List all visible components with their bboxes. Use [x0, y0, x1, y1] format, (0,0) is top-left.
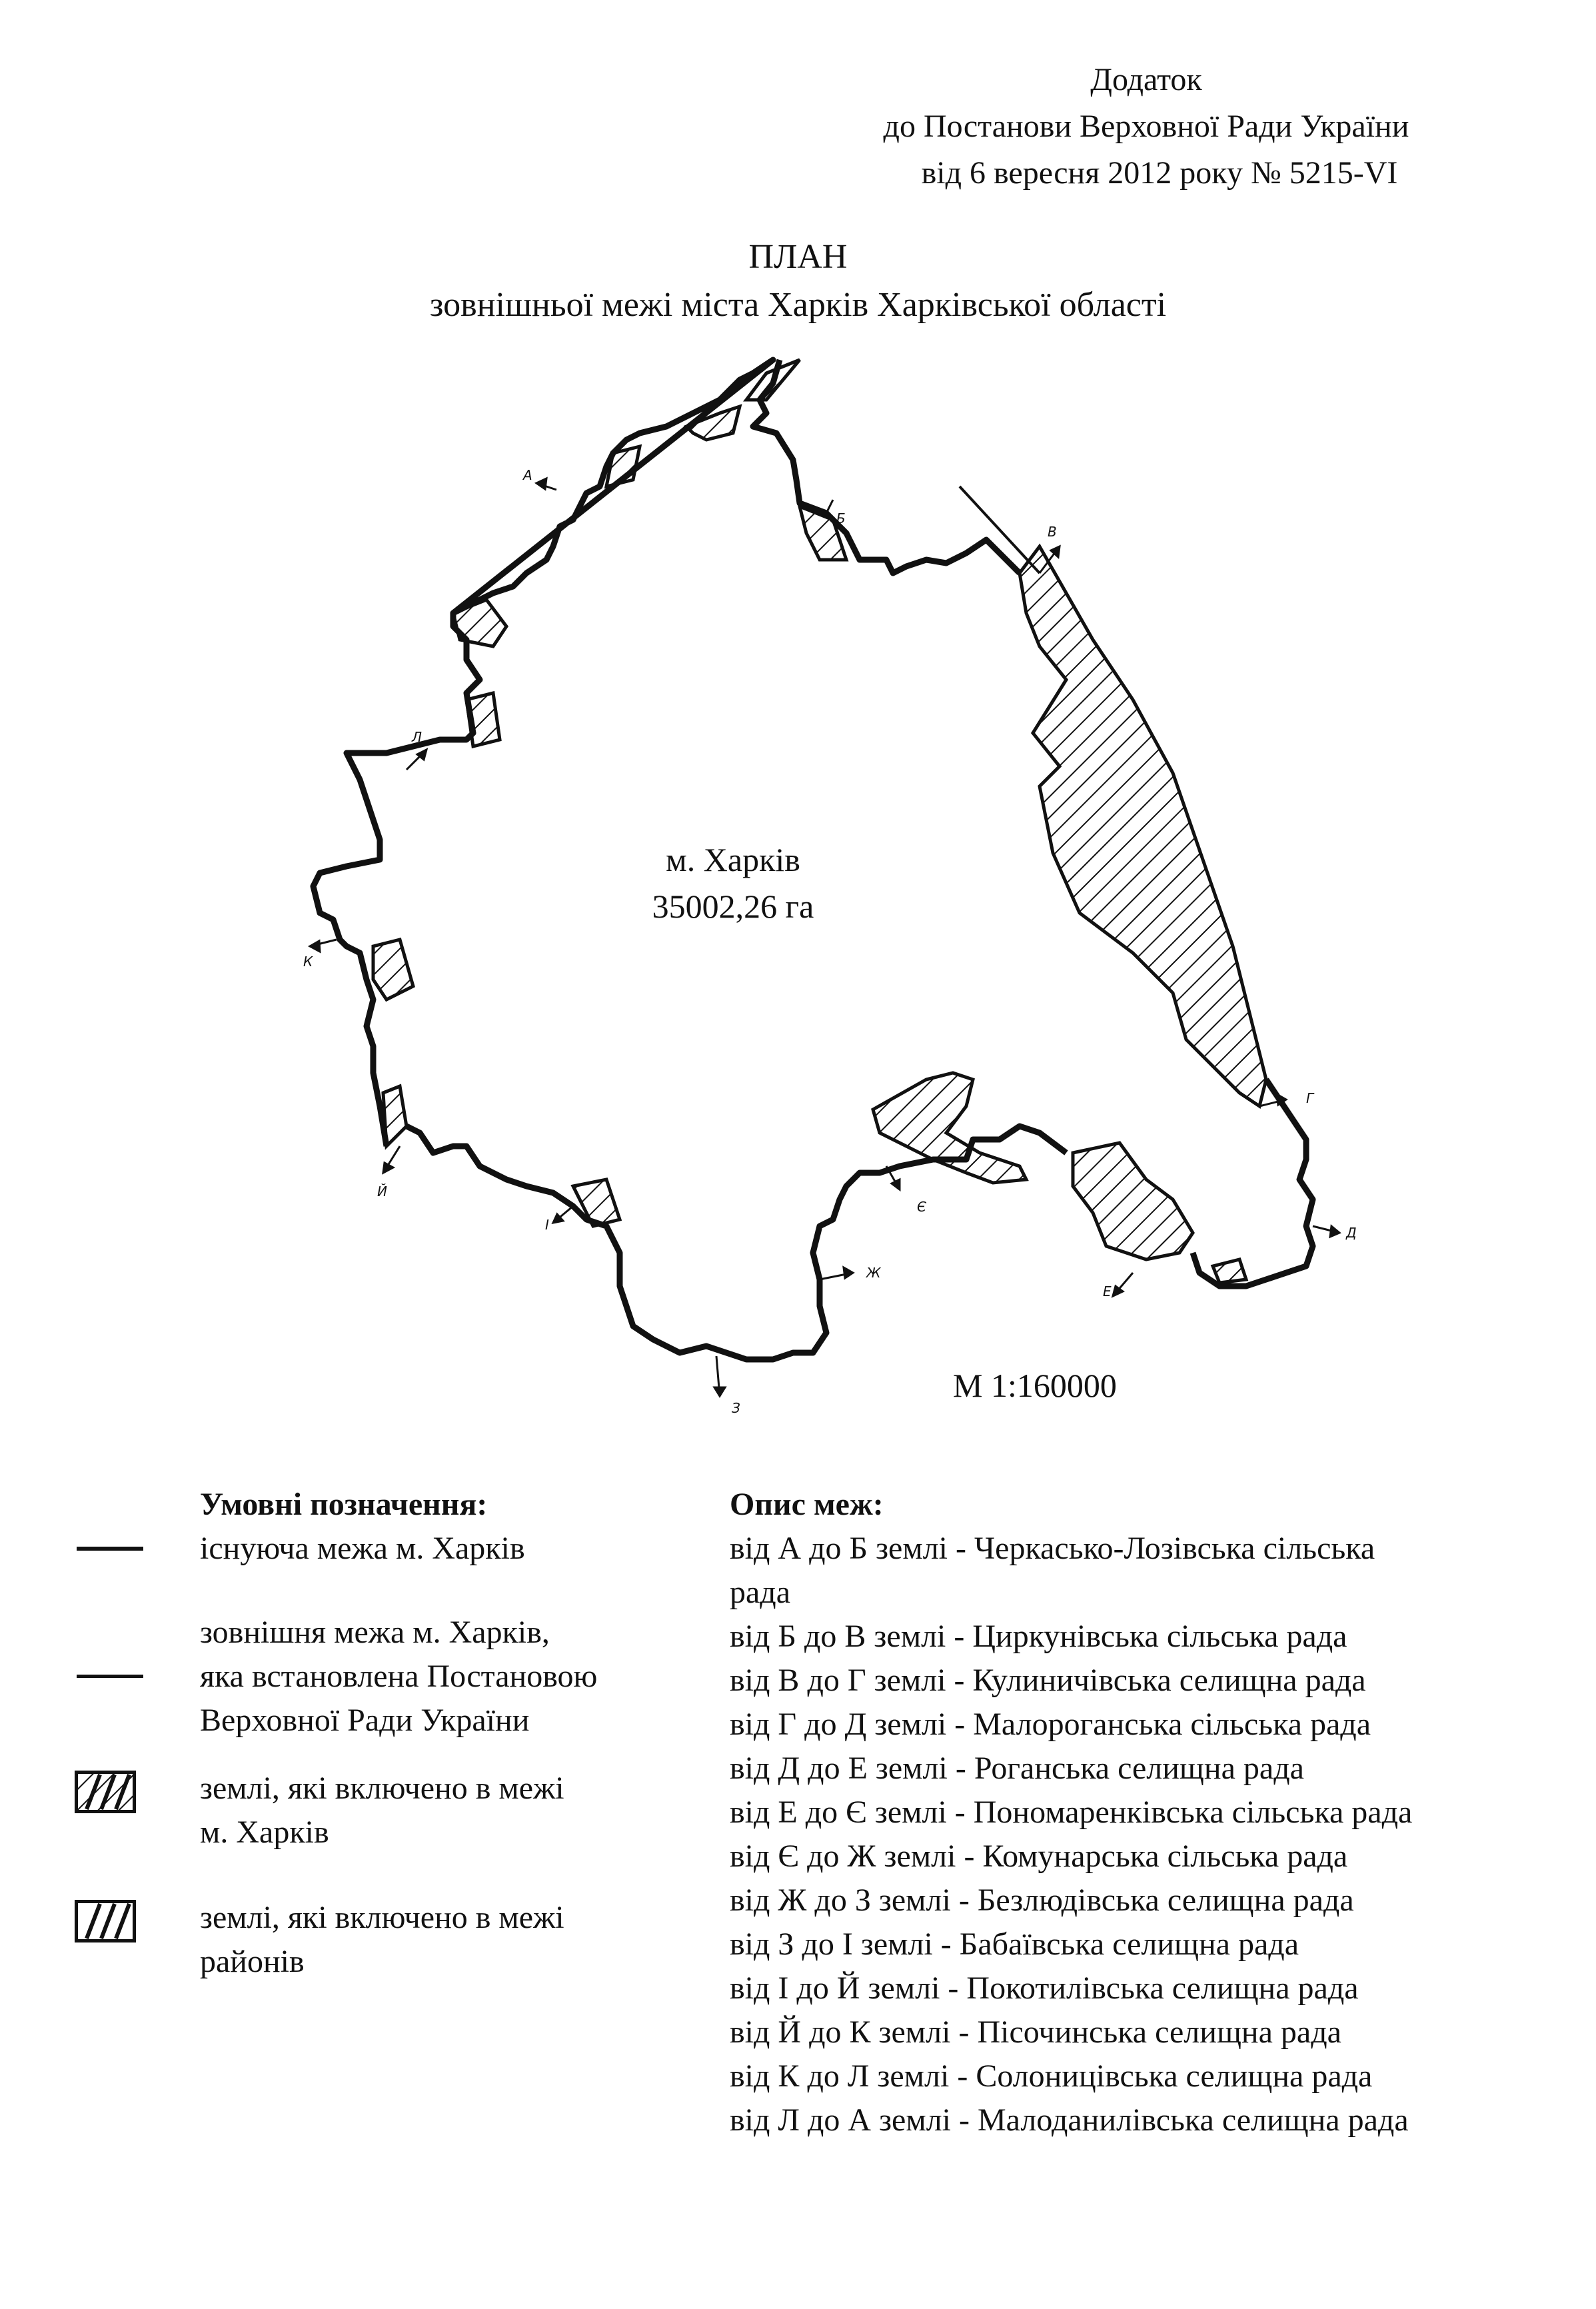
marker-letter-ye: Є	[917, 1199, 926, 1215]
legend-item-label: землі, які включено в межі	[200, 1900, 564, 1935]
plan-title: ПЛАН	[748, 238, 848, 276]
marker-letter-zh: Ж	[866, 1265, 881, 1281]
description-item: від Е до Є землі - Пономаренківська сільська рада	[730, 1795, 1413, 1830]
description-item: від Б до В землі - Циркунівська сільська рада	[730, 1619, 1347, 1654]
marker-letter-v: В	[1048, 524, 1057, 540]
legend	[67, 1483, 666, 1984]
description-item: від К до Л землі - Солоницівська селищна рада	[730, 2058, 1373, 2094]
hatch-swatch-icon	[75, 1771, 136, 1813]
description-item: від Й до К землі - Пісочинська селищна рада	[730, 2014, 1341, 2050]
marker-letter-i: І	[545, 1217, 549, 1233]
marker-letter-b: Б	[836, 510, 846, 526]
legend-item-label: м. Харків	[200, 1815, 329, 1850]
legend-item-district-lands	[67, 1896, 666, 1984]
description-item: від Л до А землі - Малоданилівська селищна рада	[730, 2102, 1409, 2138]
description-item: від Г до Д землі - Малороганська сільська рада	[730, 1707, 1371, 1742]
marker-letter-h: Г	[1306, 1090, 1314, 1106]
legend-title: Умовні позначення:	[200, 1487, 488, 1522]
legend-item-label: існуюча межа м. Харків	[200, 1531, 525, 1566]
boundary-description	[730, 1483, 1583, 2142]
marker-letter-a: А	[523, 467, 532, 483]
legend-item-label: зовнішня межа м. Харків,	[200, 1615, 550, 1650]
description-item: від Ж до З землі - Безлюдівська селищна рада	[730, 1883, 1354, 1918]
city-name: м. Харків	[666, 841, 800, 878]
marker-letter-k: К	[303, 954, 313, 970]
annexed-area-south-east	[1073, 1143, 1193, 1259]
description-item: від З до І землі - Бабаївська селищна рада	[730, 1926, 1299, 1962]
marker-letter-z: З	[732, 1400, 740, 1416]
marker-letter-l: Л	[412, 729, 422, 745]
plan-subtitle: зовнішньої межі міста Харків Харківської області	[429, 286, 1167, 324]
city-label	[633, 836, 833, 930]
legend-item-city-lands	[67, 1767, 666, 1855]
header-resolution: до Постанови Верховної Ради України	[883, 109, 1409, 144]
marker-letter-d: Д	[1346, 1225, 1357, 1241]
legend-item-established-boundary	[67, 1611, 666, 1743]
annexed-area-west-2	[373, 940, 413, 1000]
city-area: 35002,26 га	[652, 888, 814, 925]
annexed-area-east	[1020, 546, 1266, 1106]
annexed-area-south-west-2	[573, 1179, 620, 1226]
marker-letter-y: Й	[377, 1183, 387, 1199]
legend-item-label: яка встановлена Постановою	[200, 1659, 598, 1694]
header-date-number: від 6 вересня 2012 року № 5215-VI	[921, 155, 1398, 191]
description-item: від А до Б землі - Черкасько-Лозівська сільська	[730, 1531, 1375, 1566]
description-title: Опис меж:	[730, 1487, 884, 1522]
description-item: від І до Й землі - Покотилівська селищна рада	[730, 1970, 1359, 2006]
legend-item-label: районів	[200, 1944, 305, 1979]
description-item: від Є до Ж землі - Комунарська сільська рада	[730, 1839, 1348, 1874]
established-boundary-line	[960, 486, 1040, 573]
legend-item-label: Верховної Ради України	[200, 1703, 530, 1738]
annexed-lands	[373, 360, 1266, 1283]
legend-item-existing-boundary	[67, 1527, 666, 1571]
annexed-area-south-east-2	[1213, 1259, 1246, 1283]
description-item: від Д до Е землі - Роганська селищна рада	[730, 1751, 1304, 1786]
hatch-swatch-icon	[75, 1900, 136, 1942]
header-appendix: Додаток	[1090, 62, 1202, 97]
description-item: рада	[730, 1575, 791, 1610]
marker-letter-e: Е	[1103, 1283, 1112, 1299]
map-scale: М 1:160000	[953, 1367, 1117, 1404]
description-item: від В до Г землі - Кулиничівська селищна рада	[730, 1663, 1366, 1698]
legend-item-label: землі, які включено в межі	[200, 1771, 564, 1806]
